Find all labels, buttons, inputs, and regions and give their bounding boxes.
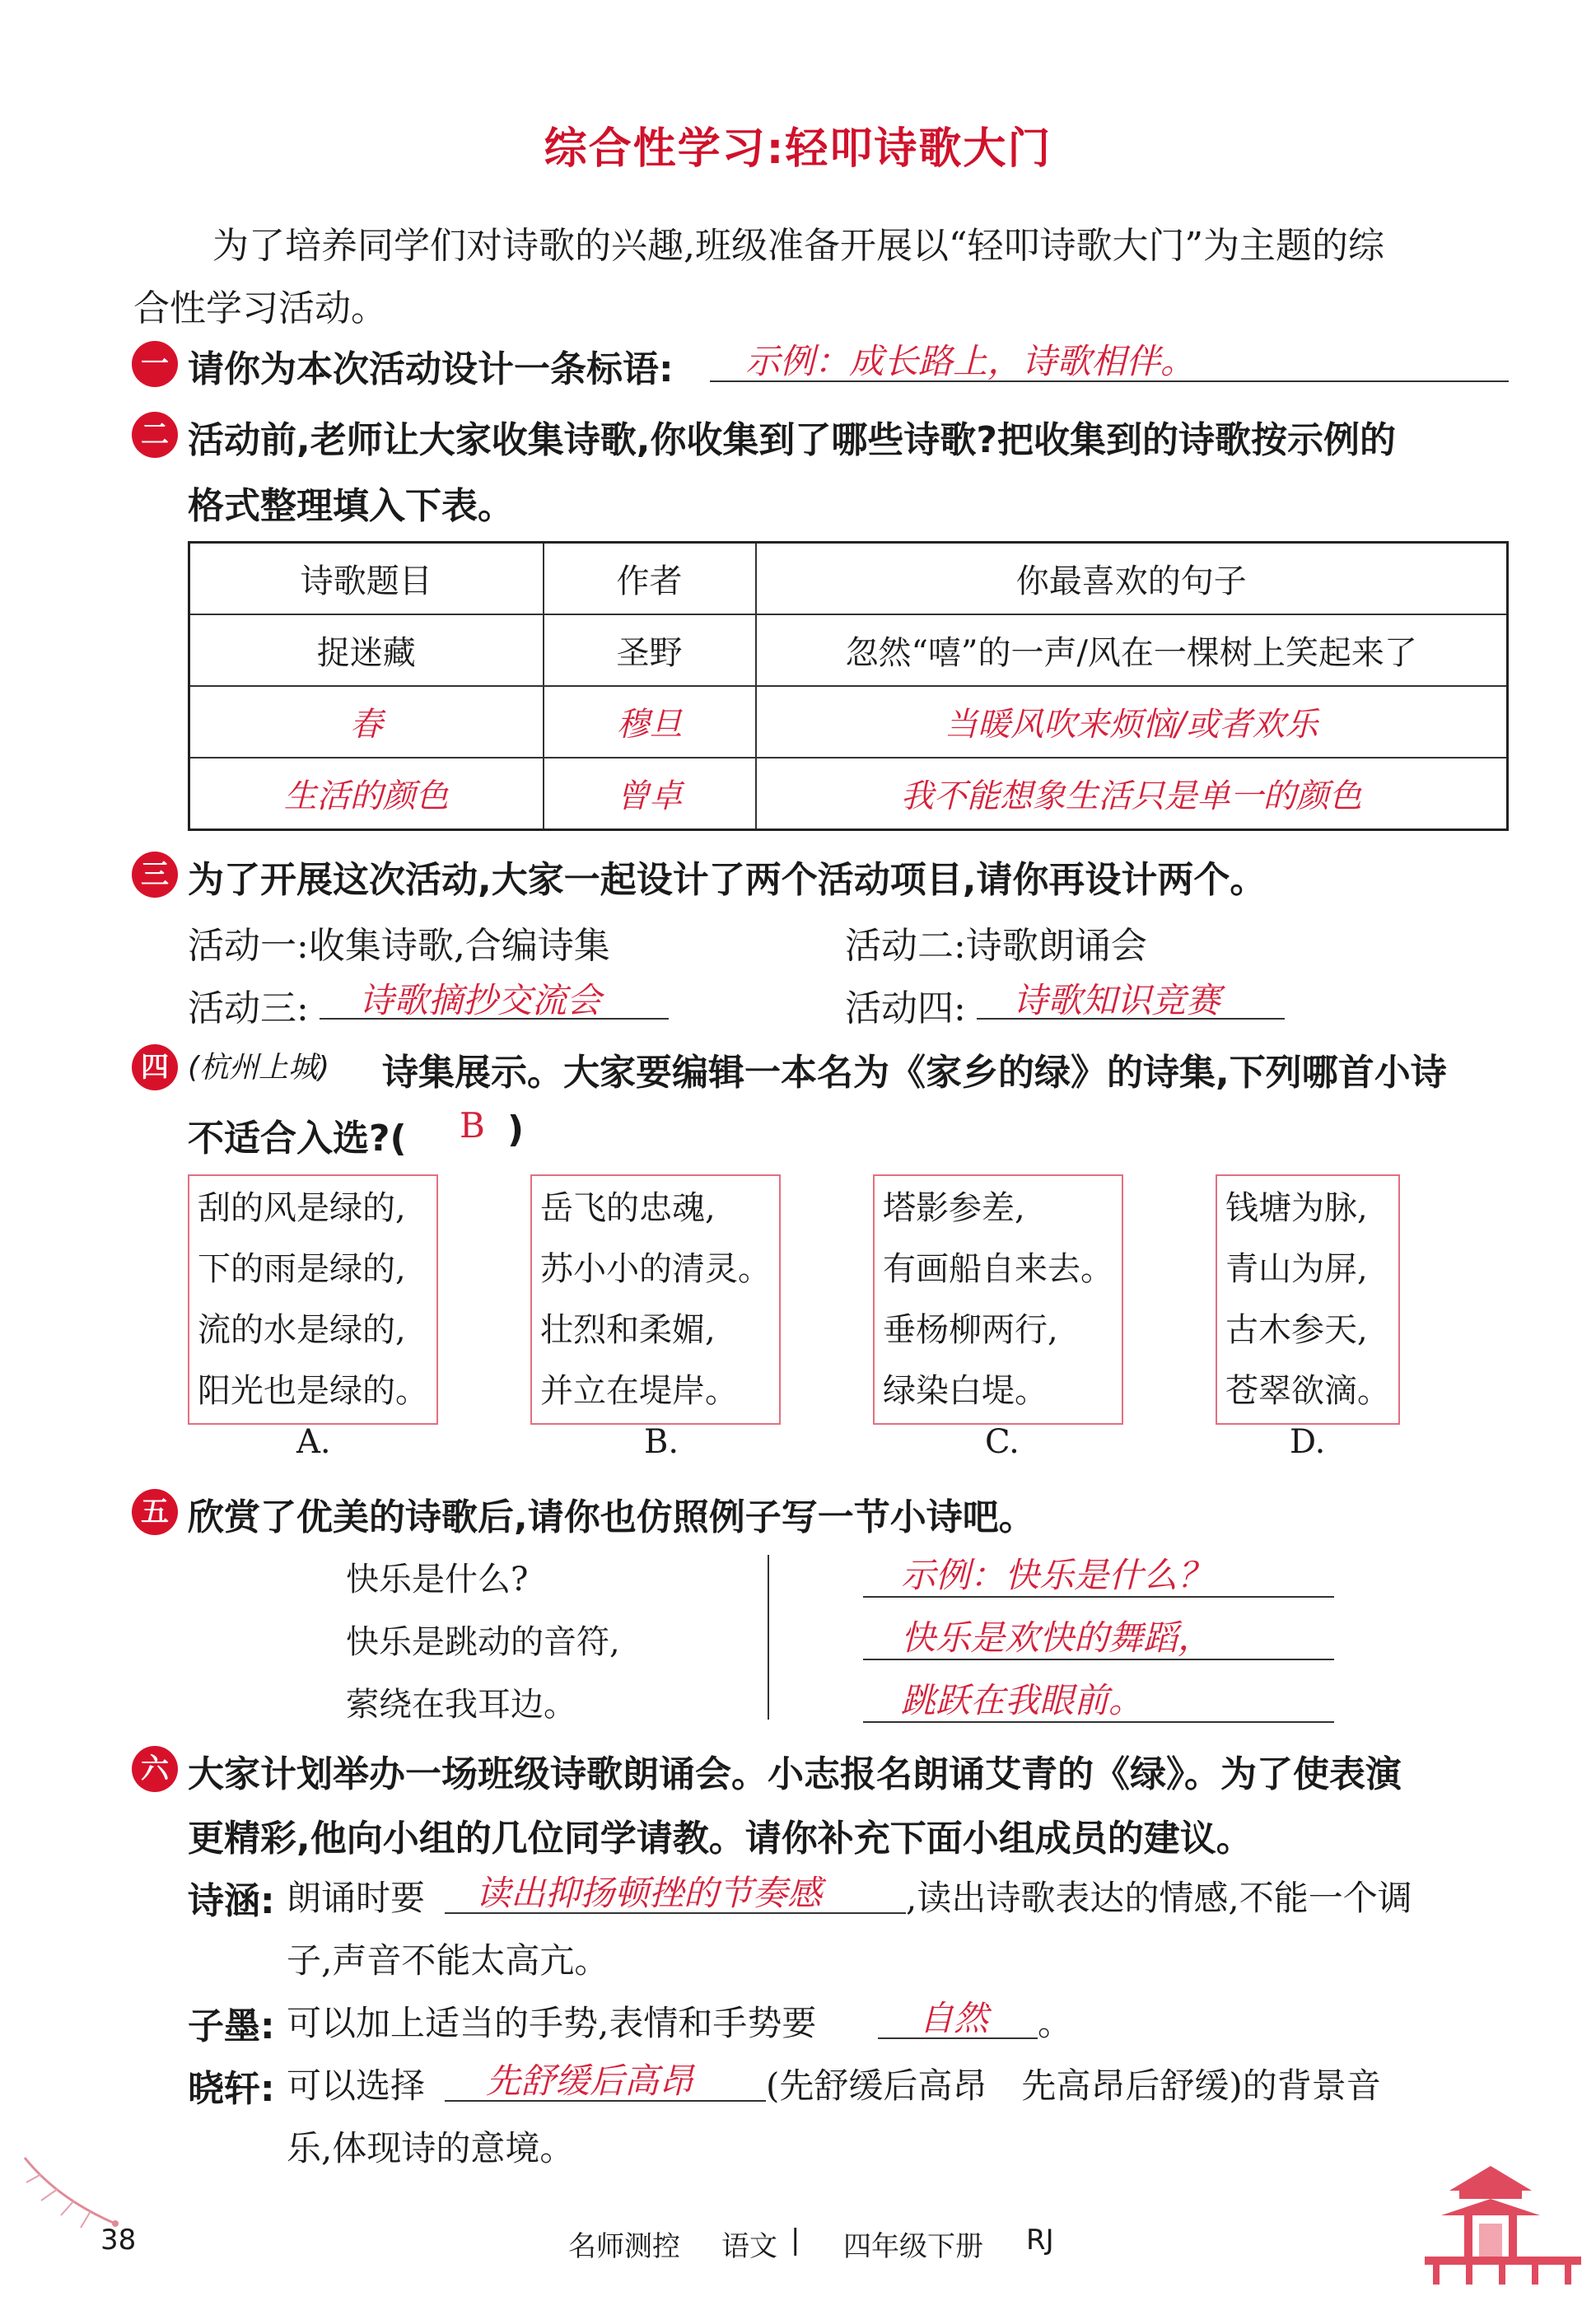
q5-badge: 五	[132, 1489, 178, 1535]
pagoda-icon	[1400, 2166, 1581, 2289]
q5-answer-line-text: 示例：快乐是什么？	[901, 1555, 1213, 1595]
q3-text: 为了开展这次活动,大家一起设计了两个活动项目,请你再设计两个。	[188, 859, 1267, 901]
option-d-label: D.	[1290, 1423, 1326, 1461]
s2-post: 。	[1038, 2003, 1073, 2043]
grade-label: 四年级下册	[843, 2230, 983, 2263]
q6-line1: 大家计划举办一场班级诗歌朗诵会。小志报名朗诵艾青的《绿》。为了使表演	[188, 1753, 1402, 1795]
s3-line2: 乐,体现诗的意境。	[287, 2128, 575, 2168]
q1-badge: 一	[132, 341, 178, 387]
table-row	[189, 614, 1508, 686]
poem-line: 壮烈和柔媚,	[540, 1311, 716, 1349]
s2-pre: 可以加上适当的手势,表情和手势要	[287, 2003, 817, 2043]
q4-line1: 诗集展示。大家要编辑一本名为《家乡的绿》的诗集,下列哪首小诗	[382, 1052, 1447, 1094]
intro-line1: 为了培养同学们对诗歌的兴趣,班级准备开展以“轻叩诗歌大门”为主题的综	[212, 225, 1384, 267]
option-b-box	[530, 1174, 781, 1425]
option-d-box	[1216, 1174, 1400, 1425]
poem-line: 钱塘为脉,	[1225, 1189, 1368, 1227]
header-author: 作者	[544, 543, 756, 615]
q4-source: (杭州上城)	[188, 1051, 330, 1085]
option-b-label: B.	[644, 1423, 679, 1461]
poem-line: 垂杨柳两行,	[883, 1311, 1058, 1349]
s1-name: 诗涵:	[188, 1880, 275, 1922]
s3-post: (先舒缓后高昂 先高昂后舒缓)的背景音	[766, 2065, 1381, 2106]
poem-line: 流的水是绿的,	[198, 1311, 406, 1349]
poem-line: 刮的风是绿的,	[198, 1189, 406, 1227]
subject-name: 语文	[721, 2230, 777, 2263]
activity-2: 活动二:诗歌朗诵会	[845, 925, 1147, 967]
table-row	[189, 758, 1508, 830]
s3-pre: 可以选择	[287, 2065, 426, 2106]
s3-name: 晓轩:	[188, 2068, 275, 2110]
cell-title: 生活的颜色	[189, 758, 544, 830]
table-header-row	[189, 543, 1508, 615]
poem-line: 岳飞的忠魂,	[540, 1189, 716, 1227]
cell-sentence: 当暖风吹来烦恼/或者欢乐	[756, 686, 1508, 758]
q4-line2-pre: 不适合入选?(	[188, 1118, 407, 1160]
poem-line: 并立在堤岸。	[540, 1372, 738, 1410]
activity-3-label: 活动三:	[188, 987, 309, 1029]
page-title: 综合性学习:轻叩诗歌大门	[544, 124, 1052, 174]
footer-separator: |	[791, 2224, 800, 2257]
q3-badge: 三	[132, 852, 178, 898]
q5-example-line: 快乐是跳动的音符,	[346, 1623, 620, 1661]
q4-line2-post: )	[507, 1108, 525, 1150]
s2-answer: 自然	[919, 1998, 989, 2038]
q4-badge: 四	[132, 1044, 178, 1090]
poem-table	[188, 541, 1509, 831]
q1-answer: 示例：成长路上，诗歌相伴。	[745, 341, 1196, 381]
option-c-box	[873, 1174, 1123, 1425]
s1-pre: 朗诵时要	[287, 1878, 426, 1918]
poem-line: 阳光也是绿的。	[198, 1372, 428, 1410]
q2-line1: 活动前,老师让大家收集诗歌,你收集到了哪些诗歌?把收集到的诗歌按示例的	[188, 419, 1396, 461]
cell-author: 曾卓	[544, 758, 756, 830]
activity-4-label: 活动四:	[845, 987, 966, 1029]
q5-example-line: 萦绕在我耳边。	[346, 1686, 576, 1724]
option-a-box	[188, 1174, 438, 1425]
poem-line: 绿染白堤。	[883, 1372, 1048, 1410]
q2-badge: 二	[132, 412, 178, 458]
q5-divider	[768, 1555, 769, 1720]
q4-answer: B	[460, 1105, 485, 1146]
poem-line: 下的雨是绿的,	[198, 1250, 406, 1288]
cell-author: 圣野	[544, 614, 756, 686]
q5-text: 欣赏了优美的诗歌后,请你也仿照例子写一节小诗吧。	[188, 1496, 1035, 1538]
activity-3-answer: 诗歌摘抄交流会	[359, 980, 602, 1020]
q2-line2: 格式整理填入下表。	[188, 485, 514, 527]
cell-sentence: 忽然“嘻”的一声/风在一棵树上笑起来了	[756, 614, 1508, 686]
s2-name: 子墨:	[188, 2005, 275, 2047]
s1-post: ,读出诗歌表达的情感,不能一个调	[906, 1878, 1412, 1918]
page-number: 38	[100, 2224, 137, 2257]
poem-line: 苏小小的清灵。	[540, 1250, 771, 1288]
s1-line2: 子,声音不能太高亢。	[287, 1940, 609, 1981]
q1-text: 请你为本次活动设计一条标语:	[188, 348, 674, 390]
series-name: 名师测控	[568, 2230, 680, 2263]
cell-author: 穆旦	[544, 686, 756, 758]
s3-answer: 先舒缓后高昂	[486, 2061, 694, 2101]
header-sentence: 你最喜欢的句子	[756, 543, 1508, 615]
poem-line: 苍翠欲滴。	[1225, 1372, 1390, 1410]
cell-sentence: 我不能想象生活只是单一的颜色	[756, 758, 1508, 830]
activity-4-answer: 诗歌知识竞赛	[1013, 980, 1221, 1020]
poem-line: 塔影参差,	[883, 1189, 1025, 1227]
intro-line2: 合性学习活动。	[133, 287, 387, 329]
activity-1: 活动一:收集诗歌,合编诗集	[188, 925, 610, 967]
q5-answer-line-text: 跳跃在我眼前。	[901, 1680, 1144, 1720]
q6-line2: 更精彩,他向小组的几位同学请教。请你补充下面小组成员的建议。	[188, 1818, 1253, 1860]
table-row	[189, 686, 1508, 758]
cell-title: 捉迷藏	[189, 614, 544, 686]
option-a-label: A.	[296, 1423, 331, 1461]
edition-label: RJ	[1026, 2224, 1054, 2257]
poem-line: 有画船自来去。	[883, 1250, 1113, 1288]
q5-answer-line-text: 快乐是欢快的舞蹈，	[901, 1617, 1213, 1658]
header-title: 诗歌题目	[189, 543, 544, 615]
cell-title: 春	[189, 686, 544, 758]
option-c-label: C.	[985, 1423, 1020, 1461]
q5-example-line: 快乐是什么?	[346, 1561, 529, 1599]
poem-line: 古木参天,	[1225, 1311, 1368, 1349]
q6-badge: 六	[132, 1746, 178, 1792]
poem-line: 青山为屏,	[1225, 1250, 1368, 1288]
s1-answer: 读出抑扬顿挫的节奏感	[476, 1873, 823, 1913]
